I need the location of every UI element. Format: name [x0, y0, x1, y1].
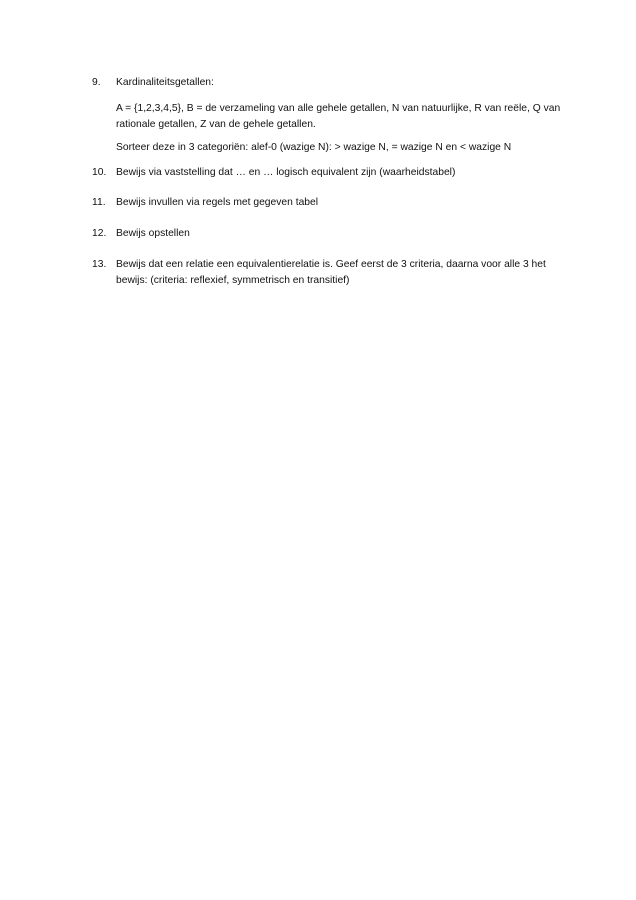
list-item-number: 12.: [92, 228, 107, 239]
list-item-number: 9.: [92, 77, 101, 88]
list-item-12: [92, 226, 562, 242]
list-item-text: Bewijs opstellen: [116, 228, 190, 239]
list-item-text: Kardinaliteitsgetallen:: [116, 77, 214, 88]
list-item-text: Bewijs dat een relatie een equivalentierelatie is. Geef eerst de 3 criteria, daarna voor alle 3 het bewijs: (criteria: reflexief, symmetrisch en transitief): [116, 259, 546, 286]
list-item-number: 10.: [92, 167, 107, 178]
list-item-text: Bewijs via vaststelling dat … en … logisch equivalent zijn (waarheidstabel): [116, 167, 456, 178]
list-item-9: [92, 75, 562, 91]
list-item-10: [92, 165, 562, 181]
item-9-paragraph-categories: Sorteer deze in 3 categoriën: alef-0 (wazige N): > wazige N, = wazige N en < wazige N: [116, 142, 512, 153]
list-item-11: [92, 195, 562, 211]
list-item-number: 13.: [92, 259, 107, 270]
item-9-paragraph-sets: A = {1,2,3,4,5}, B = de verzameling van alle gehele getallen, N van natuurlijke, R van reële, Q van rationale getallen, Z van de gehele getallen.: [116, 103, 561, 130]
list-item-13: [92, 257, 562, 288]
list-item-text: Bewijs invullen via regels met gegeven tabel: [116, 197, 319, 208]
list-item-number: 11.: [92, 197, 106, 208]
